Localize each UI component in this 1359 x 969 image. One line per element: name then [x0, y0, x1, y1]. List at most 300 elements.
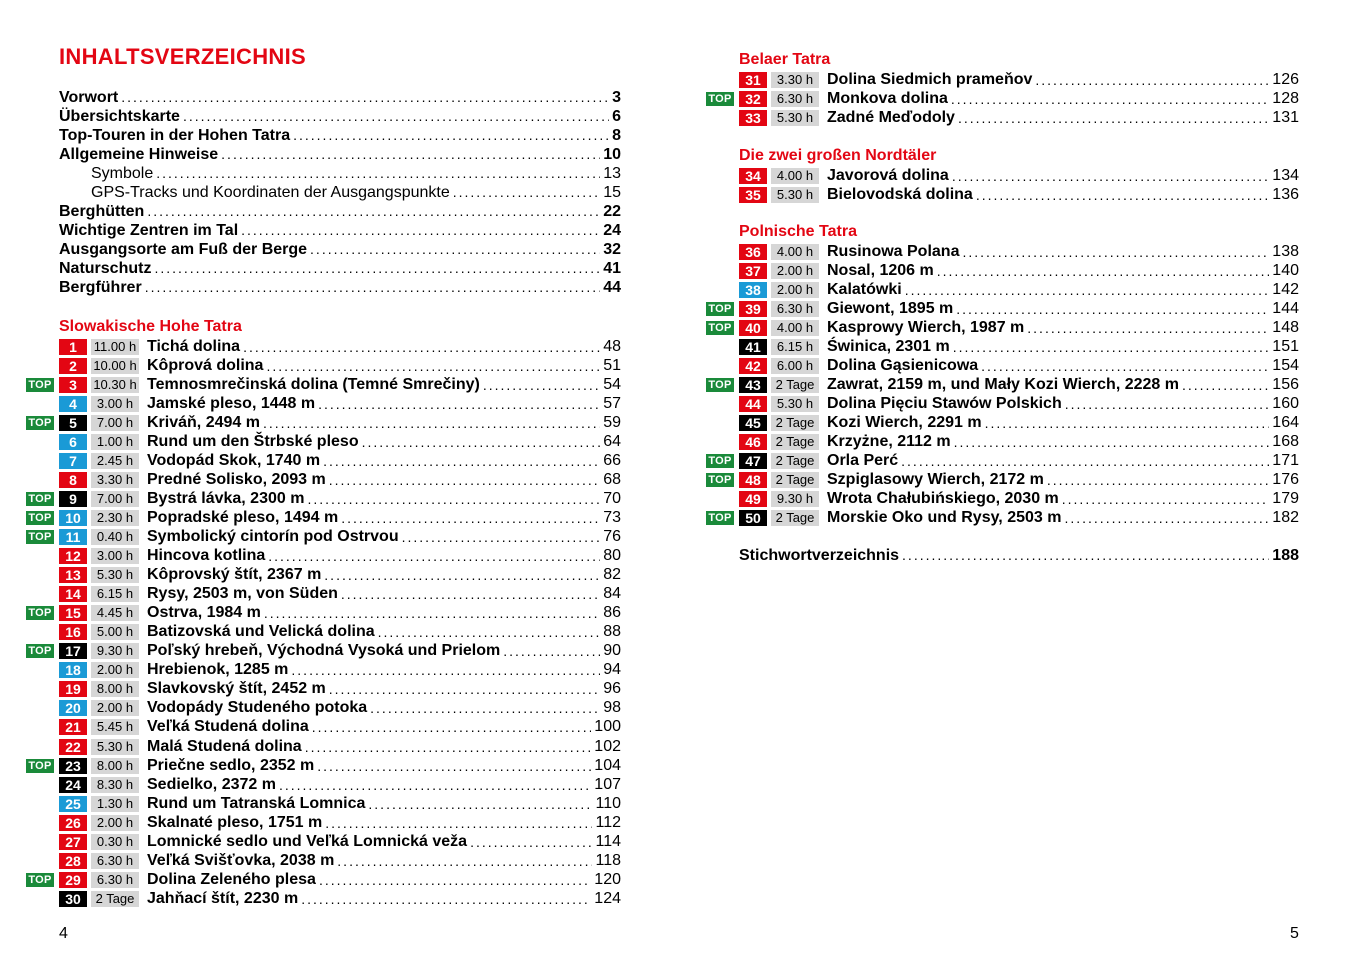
tour-name: Veľká Svišťovka, 2038 m — [147, 851, 335, 869]
section-nordtaeler — [739, 146, 1299, 204]
tour-number-box: 19 — [59, 681, 87, 697]
tour-duration: 8.00 h — [91, 758, 139, 774]
tour-entry[interactable] — [28, 489, 621, 508]
tour-entry[interactable] — [28, 604, 621, 623]
toc-entry-page: 10 — [603, 146, 621, 164]
tour-entry[interactable] — [59, 699, 621, 718]
tour-entry[interactable] — [59, 585, 621, 604]
leader-dots — [266, 358, 600, 374]
tour-duration: 6.30 h — [91, 872, 139, 888]
toc-entry[interactable] — [59, 221, 621, 240]
toc-entry-page: 15 — [603, 184, 621, 202]
tour-duration: 5.45 h — [91, 719, 139, 735]
tour-name: Bystrá lávka, 2300 m — [147, 489, 305, 507]
leader-dots — [263, 415, 600, 431]
tour-entry[interactable] — [59, 718, 621, 737]
tour-number-box: 25 — [59, 796, 87, 812]
tour-entry[interactable] — [708, 89, 1299, 108]
toc-entry[interactable] — [59, 145, 621, 164]
toc-entry[interactable] — [59, 202, 621, 221]
tour-name: Temnosmrečinská dolina (Temné Smrečiny) — [147, 375, 480, 393]
tour-duration: 10.30 h — [91, 377, 139, 393]
tour-duration: 9.30 h — [771, 491, 819, 507]
tour-duration: 1.30 h — [91, 796, 139, 812]
tour-duration: 2 Tage — [771, 472, 819, 488]
tour-page: 168 — [1272, 432, 1299, 450]
tour-duration: 0.40 h — [91, 529, 139, 545]
tour-duration: 0.30 h — [91, 834, 139, 850]
leader-dots — [319, 872, 591, 888]
tour-name: Kalatówki — [827, 280, 902, 298]
toc-entry-label: Naturschutz — [59, 260, 152, 278]
tour-page: 156 — [1272, 375, 1299, 393]
tour-number-box: 7 — [59, 453, 87, 469]
tour-duration: 6.00 h — [771, 358, 819, 374]
tour-page: 128 — [1272, 89, 1299, 107]
leader-dots — [483, 377, 600, 393]
tour-entry[interactable] — [739, 413, 1299, 432]
toc-entry-page: 41 — [603, 260, 621, 278]
tour-duration: 4.45 h — [91, 605, 139, 621]
tour-entry[interactable] — [59, 794, 621, 813]
leader-dots — [241, 221, 600, 240]
leader-dots — [324, 567, 600, 583]
tour-name: Slavkovský štít, 2452 m — [147, 680, 326, 698]
tour-entry[interactable] — [59, 547, 621, 566]
tour-page: 59 — [603, 413, 621, 431]
tour-name: Veľká Studená dolina — [147, 718, 309, 736]
tour-duration: 7.00 h — [91, 415, 139, 431]
tour-page: 124 — [594, 889, 621, 907]
tour-duration: 2.45 h — [91, 453, 139, 469]
leader-dots — [952, 168, 1269, 184]
tour-duration: 3.00 h — [91, 548, 139, 564]
leader-dots — [453, 183, 600, 202]
tour-duration: 6.30 h — [771, 91, 819, 107]
tour-entry[interactable] — [708, 509, 1299, 528]
tour-name: Malá Studená dolina — [147, 737, 302, 755]
tour-number-box: 47 — [739, 453, 767, 469]
tour-duration: 2 Tage — [771, 453, 819, 469]
tour-number-box: 13 — [59, 567, 87, 583]
tour-page: 94 — [603, 661, 621, 679]
section-heading: Belaer Tatra — [739, 51, 831, 68]
tour-duration: 2 Tage — [771, 510, 819, 526]
tour-name: Batizovská und Velická dolina — [147, 623, 375, 641]
leader-dots — [362, 434, 601, 450]
tour-number-box: 44 — [739, 396, 767, 412]
tour-number-box: 36 — [739, 244, 767, 260]
tour-entry[interactable] — [59, 832, 621, 851]
tour-page: 76 — [603, 527, 621, 545]
tour-name: Priečne sedlo, 2352 m — [147, 756, 315, 774]
tour-number-box: 27 — [59, 834, 87, 850]
tour-entry[interactable] — [708, 452, 1299, 471]
tour-number-box: 42 — [739, 358, 767, 374]
tour-name: Kasprowy Wierch, 1987 m — [827, 318, 1025, 336]
tour-entry[interactable] — [59, 623, 621, 642]
tour-entry[interactable] — [708, 375, 1299, 394]
tour-number-box: 32 — [739, 91, 767, 107]
tour-page: 114 — [595, 832, 621, 850]
tour-duration: 4.00 h — [771, 244, 819, 260]
tour-duration: 6.30 h — [771, 301, 819, 317]
tour-page: 179 — [1272, 490, 1299, 508]
top-badge: TOP — [706, 511, 734, 525]
tour-name: Predné Solisko, 2093 m — [147, 470, 326, 488]
tour-name: Szpiglasowy Wierch, 2172 m — [827, 471, 1044, 489]
tour-number-box: 6 — [59, 434, 87, 450]
leader-dots — [317, 758, 591, 774]
leader-dots — [145, 278, 601, 297]
tour-page: 73 — [603, 508, 621, 526]
leader-dots — [279, 777, 591, 793]
leader-dots — [156, 164, 600, 183]
tour-page: 66 — [603, 451, 621, 469]
tour-number-box: 12 — [59, 548, 87, 564]
tour-name: Poľský hrebeň, Východná Vysoká und Prielom — [147, 642, 501, 660]
tour-entry[interactable] — [59, 356, 621, 375]
tour-number-box: 18 — [59, 662, 87, 678]
tour-name: Monkova dolina — [827, 89, 948, 107]
tour-name: Lomnické sedlo und Veľká Lomnická veža — [147, 832, 468, 850]
toc-entry-label: Übersichtskarte — [59, 108, 180, 126]
top-badge: TOP — [706, 302, 734, 316]
toc-entry-label: Wichtige Zentren im Tal — [59, 222, 239, 240]
tour-number-box: 29 — [59, 872, 87, 888]
tour-name: Giewont, 1895 m — [827, 299, 954, 317]
tour-entry[interactable] — [59, 394, 621, 413]
section-heading: Die zwei großen Nordtäler — [739, 147, 937, 164]
tour-page: 120 — [594, 870, 621, 888]
section-polnische-tatra — [708, 222, 1299, 528]
tour-duration: 5.00 h — [91, 624, 139, 640]
tour-number-box: 23 — [59, 758, 87, 774]
tour-duration: 4.00 h — [771, 168, 819, 184]
tour-page: 86 — [603, 604, 621, 622]
tour-number-box: 46 — [739, 434, 767, 450]
toc-entry-page: 13 — [603, 165, 621, 183]
tour-page: 154 — [1272, 356, 1299, 374]
toc-entry[interactable] — [59, 88, 621, 107]
tour-page: 110 — [595, 794, 621, 812]
leader-dots — [307, 491, 600, 507]
leader-dots — [243, 339, 600, 355]
tour-entry[interactable] — [28, 375, 621, 394]
tour-name: Hincova kotlina — [147, 547, 266, 565]
leader-dots — [291, 662, 600, 678]
toc-entry[interactable] — [59, 278, 621, 297]
page-number-left: 4 — [59, 925, 68, 942]
leader-dots — [368, 796, 592, 812]
leader-dots — [1047, 472, 1269, 488]
tour-name: Skalnaté pleso, 1751 m — [147, 813, 323, 831]
leader-dots — [1065, 396, 1270, 412]
leader-dots — [901, 453, 1269, 469]
tour-number-box: 22 — [59, 739, 87, 755]
top-badge: TOP — [26, 492, 54, 506]
tour-entry[interactable] — [28, 413, 621, 432]
tour-page: 54 — [603, 375, 621, 393]
leader-dots — [976, 187, 1269, 203]
tour-entry[interactable] — [28, 756, 621, 775]
tour-name: Popradské pleso, 1494 m — [147, 508, 339, 526]
top-badge: TOP — [706, 454, 734, 468]
tour-page: 51 — [603, 356, 621, 374]
tour-duration: 9.30 h — [91, 643, 139, 659]
toc-entry-label: Top-Touren in der Hohen Tatra — [59, 127, 291, 145]
tour-duration: 5.30 h — [91, 739, 139, 755]
toc-entry[interactable] — [59, 240, 621, 259]
tour-entry[interactable] — [28, 508, 621, 527]
tour-entry[interactable] — [739, 490, 1299, 509]
leader-dots — [956, 301, 1269, 317]
tour-page: 118 — [595, 851, 621, 869]
tour-page: 102 — [594, 737, 621, 755]
leader-dots — [953, 339, 1270, 355]
tour-entry[interactable] — [59, 470, 621, 489]
tour-number-box: 2 — [59, 358, 87, 374]
tour-duration: 10.00 h — [91, 358, 139, 374]
toc-entry-label: Allgemeine Hinweise — [59, 146, 219, 164]
tour-number-box: 41 — [739, 339, 767, 355]
tour-number-box: 37 — [739, 263, 767, 279]
tour-duration: 2 Tage — [771, 415, 819, 431]
tour-page: 144 — [1272, 299, 1299, 317]
tour-page: 138 — [1272, 242, 1299, 260]
leader-dots — [470, 834, 592, 850]
tour-entry[interactable] — [59, 451, 621, 470]
tour-name: Jahňací štít, 2230 m — [147, 889, 299, 907]
tour-number-box: 48 — [739, 472, 767, 488]
tour-entry[interactable] — [59, 889, 621, 908]
tour-duration: 5.30 h — [91, 567, 139, 583]
tour-entry[interactable] — [59, 775, 621, 794]
tour-name: Rysy, 2503 m, von Süden — [147, 585, 338, 603]
leader-dots — [312, 719, 592, 735]
leader-dots — [318, 396, 600, 412]
section-heading: Polnische Tatra — [739, 223, 857, 240]
tour-entry[interactable] — [59, 680, 621, 699]
toc-entry-label: GPS-Tracks und Koordinaten der Ausgangspunkte — [91, 184, 450, 202]
tour-page: 90 — [603, 642, 621, 660]
tour-entry[interactable] — [59, 566, 621, 585]
tour-number-box: 5 — [59, 415, 87, 431]
leader-dots — [154, 259, 600, 278]
tour-number-box: 38 — [739, 282, 767, 298]
leader-dots — [221, 145, 600, 164]
toc-entry-label: Berghütten — [59, 203, 145, 221]
tour-page: 134 — [1272, 166, 1299, 184]
leader-dots — [341, 586, 600, 602]
top-badge: TOP — [26, 644, 54, 658]
tour-name: Krzyżne, 2112 m — [827, 432, 951, 450]
tour-page: 148 — [1272, 318, 1299, 336]
tour-entry[interactable] — [739, 356, 1299, 375]
tour-duration: 2.00 h — [91, 815, 139, 831]
tour-page: 84 — [603, 585, 621, 603]
tour-number-box: 39 — [739, 301, 767, 317]
tour-name: Rusinowa Polana — [827, 242, 960, 260]
tour-entry[interactable] — [739, 108, 1299, 127]
tour-number-box: 40 — [739, 320, 767, 336]
tour-entry[interactable] — [28, 527, 621, 546]
tour-entry[interactable] — [739, 432, 1299, 451]
tour-entry[interactable] — [708, 471, 1299, 490]
leader-dots — [951, 91, 1269, 107]
tour-page: 100 — [594, 718, 621, 736]
tour-number-box: 3 — [59, 377, 87, 393]
leader-dots — [329, 681, 600, 697]
leader-dots — [954, 434, 1270, 450]
tour-entry[interactable] — [59, 813, 621, 832]
tour-entry[interactable] — [59, 337, 621, 356]
tour-entry[interactable] — [28, 642, 621, 661]
tour-entry[interactable] — [739, 337, 1299, 356]
tour-name: Vodopád Skok, 1740 m — [147, 451, 321, 469]
toc-entry-page: 22 — [603, 203, 621, 221]
tour-duration: 6.15 h — [91, 586, 139, 602]
tour-entry[interactable] — [739, 280, 1299, 299]
index-entry-page: 188 — [1272, 547, 1299, 564]
toc-entry-page: 24 — [603, 222, 621, 240]
tour-name: Bielovodská dolina — [827, 185, 973, 203]
tour-page: 82 — [603, 566, 621, 584]
tour-number-box: 30 — [59, 891, 87, 907]
top-badge: TOP — [26, 606, 54, 620]
tour-page: 96 — [603, 680, 621, 698]
toc-entry[interactable] — [59, 259, 621, 278]
tour-duration: 5.30 h — [771, 396, 819, 412]
tour-name: Orla Perć — [827, 452, 899, 470]
toc-entry-label: Ausgangsorte am Fuß der Berge — [59, 241, 308, 259]
tour-page: 176 — [1272, 471, 1299, 489]
tour-page: 88 — [603, 623, 621, 641]
leader-dots — [337, 853, 592, 869]
tour-page: 68 — [603, 470, 621, 488]
tour-page: 142 — [1272, 280, 1299, 298]
toc-entry-page: 3 — [612, 89, 621, 106]
tour-duration: 2.00 h — [91, 662, 139, 678]
tour-name: Rund um Tatranská Lomnica — [147, 794, 366, 812]
leader-dots — [264, 605, 600, 621]
toc-entry[interactable] — [59, 164, 621, 183]
tour-name: Kôprovský štít, 2367 m — [147, 566, 322, 584]
toc-entry[interactable] — [59, 126, 621, 145]
tour-duration: 2 Tage — [91, 891, 139, 907]
tour-entry[interactable] — [59, 737, 621, 756]
tour-entry[interactable] — [708, 318, 1299, 337]
tour-entry[interactable] — [739, 70, 1299, 89]
leader-dots — [962, 244, 1269, 260]
tour-page: 160 — [1272, 394, 1299, 412]
tour-page: 70 — [603, 489, 621, 507]
tour-entry[interactable] — [739, 185, 1299, 204]
section-slowakische-hohe-tatra — [28, 317, 621, 908]
tour-name: Wrota Chałubińskiego, 2030 m — [827, 490, 1059, 508]
tour-number-box: 45 — [739, 415, 767, 431]
leader-dots — [902, 546, 1269, 565]
tour-entry[interactable] — [59, 432, 621, 451]
tour-name: Kozi Wierch, 2291 m — [827, 413, 982, 431]
page-title: INHALTSVERZEICHNIS — [59, 44, 307, 69]
tour-number-box: 1 — [59, 339, 87, 355]
tour-number-box: 43 — [739, 377, 767, 393]
tour-number-box: 15 — [59, 605, 87, 621]
leader-dots — [301, 891, 591, 907]
index-entry[interactable] — [739, 546, 1299, 565]
top-badge: TOP — [706, 92, 734, 106]
top-badge: TOP — [706, 321, 734, 335]
leader-dots — [981, 358, 1269, 374]
tour-page: 98 — [603, 699, 621, 717]
tour-number-box: 31 — [739, 72, 767, 88]
tour-entry[interactable] — [59, 851, 621, 870]
tour-duration: 2.30 h — [91, 510, 139, 526]
tour-name: Javorová dolina — [827, 166, 949, 184]
tour-duration: 4.00 h — [771, 320, 819, 336]
tour-name: Dolina Pięciu Stawów Polskich — [827, 394, 1062, 412]
tour-name: Nosal, 1206 m — [827, 261, 934, 279]
tour-page: 140 — [1272, 261, 1299, 279]
tour-entry[interactable] — [739, 261, 1299, 280]
top-badge: TOP — [26, 416, 54, 430]
tour-duration: 2.00 h — [91, 700, 139, 716]
tour-number-box: 33 — [739, 110, 767, 126]
tour-number-box: 49 — [739, 491, 767, 507]
tour-name: Rund um den Štrbské pleso — [147, 432, 359, 450]
tour-name: Świnica, 2301 m — [827, 337, 950, 355]
leader-dots — [325, 815, 592, 831]
tour-page: 151 — [1272, 337, 1299, 355]
tour-entry[interactable] — [739, 394, 1299, 413]
tour-name: Ostrva, 1984 m — [147, 604, 261, 622]
tour-number-box: 11 — [59, 529, 87, 545]
leader-dots — [305, 739, 592, 755]
tour-entry[interactable] — [739, 242, 1299, 261]
toc-entry-label: Bergführer — [59, 279, 142, 297]
tour-duration: 6.30 h — [91, 853, 139, 869]
tour-entry[interactable] — [59, 661, 621, 680]
leader-dots — [310, 240, 600, 259]
tour-entry[interactable] — [708, 299, 1299, 318]
toc-entry[interactable] — [59, 183, 621, 202]
leader-dots — [937, 263, 1270, 279]
tour-name: Dolina Gąsienicowa — [827, 356, 979, 374]
toc-entry[interactable] — [59, 107, 621, 126]
leader-dots — [293, 126, 609, 145]
tour-page: 57 — [603, 394, 621, 412]
tour-duration: 11.00 h — [91, 339, 139, 355]
tour-number-box: 4 — [59, 396, 87, 412]
tour-entry[interactable] — [28, 870, 621, 889]
top-badge: TOP — [26, 530, 54, 544]
leader-dots — [1064, 510, 1269, 526]
right-page — [680, 0, 1359, 969]
tour-number-box: 35 — [739, 187, 767, 203]
leader-dots — [121, 88, 609, 107]
leader-dots — [985, 415, 1270, 431]
tour-page: 126 — [1272, 70, 1299, 88]
page-number-right: 5 — [1290, 925, 1299, 942]
tour-number-box: 14 — [59, 586, 87, 602]
index-entry-label: Stichwortverzeichnis — [739, 547, 900, 564]
tour-name: Zadné Meďodoly — [827, 108, 955, 126]
section-belaer-tatra — [708, 50, 1299, 127]
tour-entry[interactable] — [739, 166, 1299, 185]
toc-entry-page: 32 — [603, 241, 621, 259]
top-badge: TOP — [706, 473, 734, 487]
